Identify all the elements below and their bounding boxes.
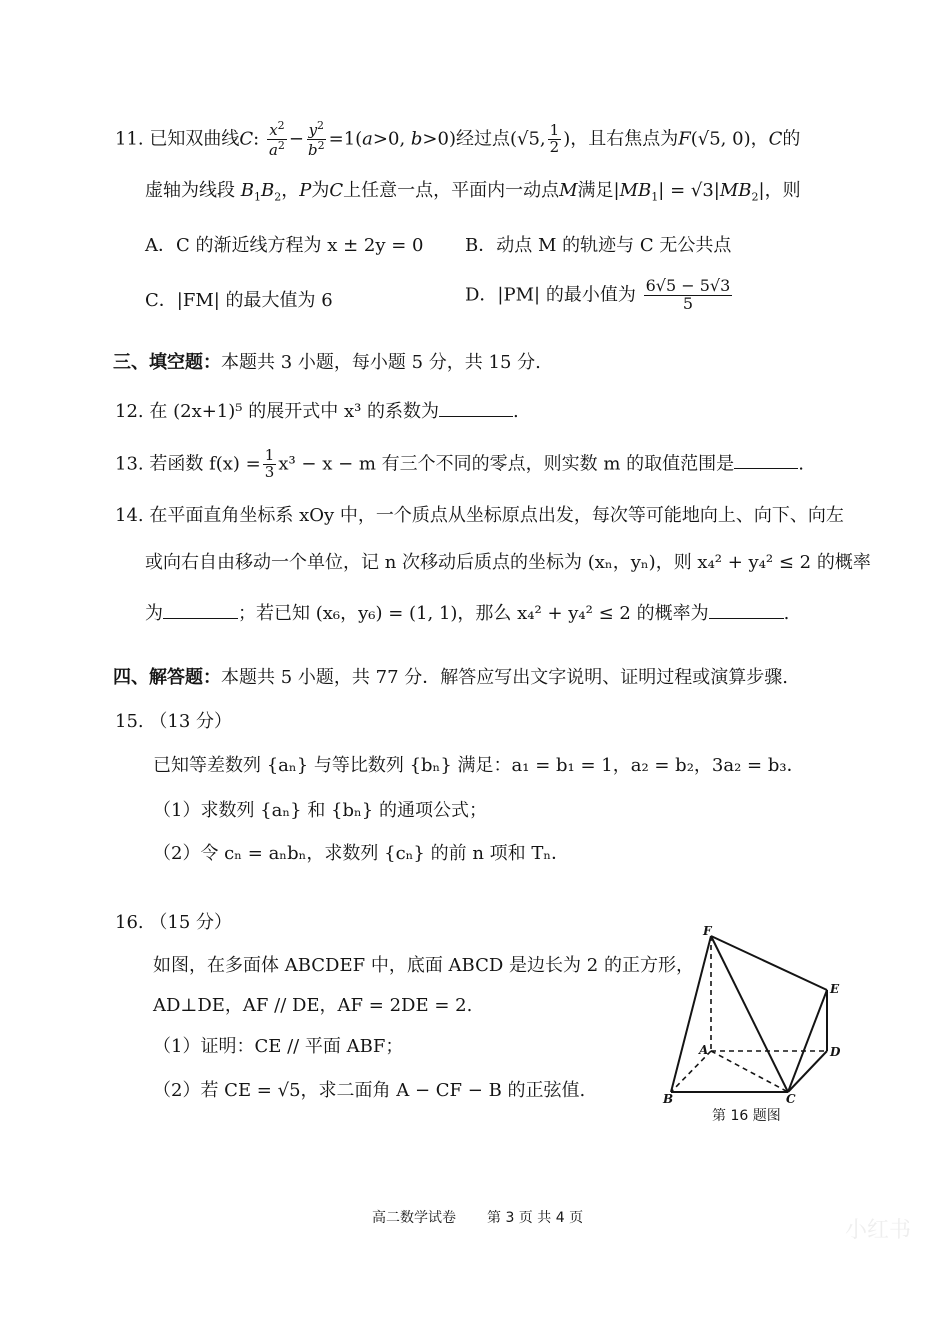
q14-line3: 为 ；若已知 (x₆，y₆) = (1, 1)，那么 x₄² + y₄² ≤ 2 的概率为 . <box>145 600 789 625</box>
edge-FB <box>671 936 711 1092</box>
edge-AC <box>711 1051 788 1092</box>
q15-header: 15. （13 分） <box>115 711 233 732</box>
section-4-heading: 四、解答题：本题共 5 小题，共 77 分．解答应写出文字说明、证明过程或演算步骤. <box>113 667 788 688</box>
q13-answer-blank[interactable] <box>734 450 798 469</box>
q11-option-d: D．|PM| 的最小值为 $\frac{6√5 - 5√3}{5}$ <box>465 276 731 313</box>
q16-statement-1: 如图，在多面体 ABCDEF 中，底面 ABCD 是边长为 2 的正方形， <box>153 955 694 976</box>
q14-line1: 14. 在平面直角坐标系 xOy 中，一个质点从坐标原点出发，每次等可能地向上、向下、向左 <box>115 505 844 526</box>
label-B: B <box>663 1092 674 1106</box>
label-A: A <box>699 1043 709 1057</box>
q16-header: 16. （15 分） <box>115 912 233 933</box>
label-F: F <box>703 924 712 938</box>
q11-option-c: C．|FM| 的最大值为 6 <box>145 290 333 311</box>
q16-statement-2: AD⊥DE，AF // DE，AF = 2DE = 2. <box>153 995 473 1016</box>
edge-FE <box>711 936 827 990</box>
edge-FC <box>711 936 788 1092</box>
q16-figure <box>655 920 855 1110</box>
q15-part2: （2）令 cₙ = aₙbₙ，求数列 {cₙ} 的前 n 项和 Tₙ． <box>153 843 570 864</box>
label-E: E <box>830 982 840 996</box>
edge-CE <box>788 990 827 1092</box>
edge-CD <box>788 1051 827 1092</box>
q15-part1: （1）求数列 {aₙ} 和 {bₙ} 的通项公式； <box>153 800 487 821</box>
section-3-heading: 三、填空题：本题共 3 小题，每小题 5 分，共 15 分. <box>113 352 541 373</box>
q12-answer-blank[interactable] <box>439 398 513 417</box>
q16-part1: （1）证明：CE // 平面 ABF； <box>153 1036 404 1057</box>
q11-option-b: B．动点 M 的轨迹与 C 无公共点 <box>465 235 732 256</box>
label-C: C <box>786 1092 796 1106</box>
footer-page-number: 第 3 页 共 4 页 <box>487 1210 584 1226</box>
q11-line1: 11. 已知双曲线C: $\frac{x^2}{a^2}$ − $\frac{y^2}{b^2}$ =1(a>0, b>0)经过点(√5, $\frac{1}{2}$ )，且右焦点为F(√5, 0)，C的 <box>115 119 801 159</box>
q16-part2: （2）若 CE = √5，求二面角 A − CF − B 的正弦值. <box>153 1080 586 1101</box>
watermark: 小红书 <box>845 1218 912 1243</box>
label-D: D <box>830 1045 841 1059</box>
q12: 12. 在 (2x+1)⁵ 的展开式中 x³ 的系数为 . <box>115 398 519 423</box>
q15-statement: 已知等差数列 {aₙ} 与等比数列 {bₙ} 满足：a₁ = b₁ = 1，a₂ = b₂，3a₂ = b₃． <box>153 755 805 776</box>
footer-title: 高二数学试卷 <box>372 1210 456 1226</box>
q16-figure-caption: 第 16 题图 <box>712 1108 781 1124</box>
q14-answer-blank-1[interactable] <box>163 600 238 619</box>
q13: 13. 若函数 f(x) = $\frac{1}{3}$ x³ − x − m 有三个不同的零点，则实数 m 的取值范围是 . <box>115 446 804 481</box>
q11-option-a: A．C 的渐近线方程为 x ± 2y = 0 <box>145 235 424 256</box>
q14-line2: 或向右自由移动一个单位，记 n 次移动后质点的坐标为 (xₙ，yₙ)，则 x₄² + y₄² ≤ 2 的概率 <box>145 552 871 573</box>
q14-answer-blank-2[interactable] <box>709 600 784 619</box>
q11-line2: 虚轴为线段 $B_1B_2$，P为C上任意一点，平面内一动点M满足$|MB_1| = √3|MB_2|$，则 <box>145 180 801 204</box>
